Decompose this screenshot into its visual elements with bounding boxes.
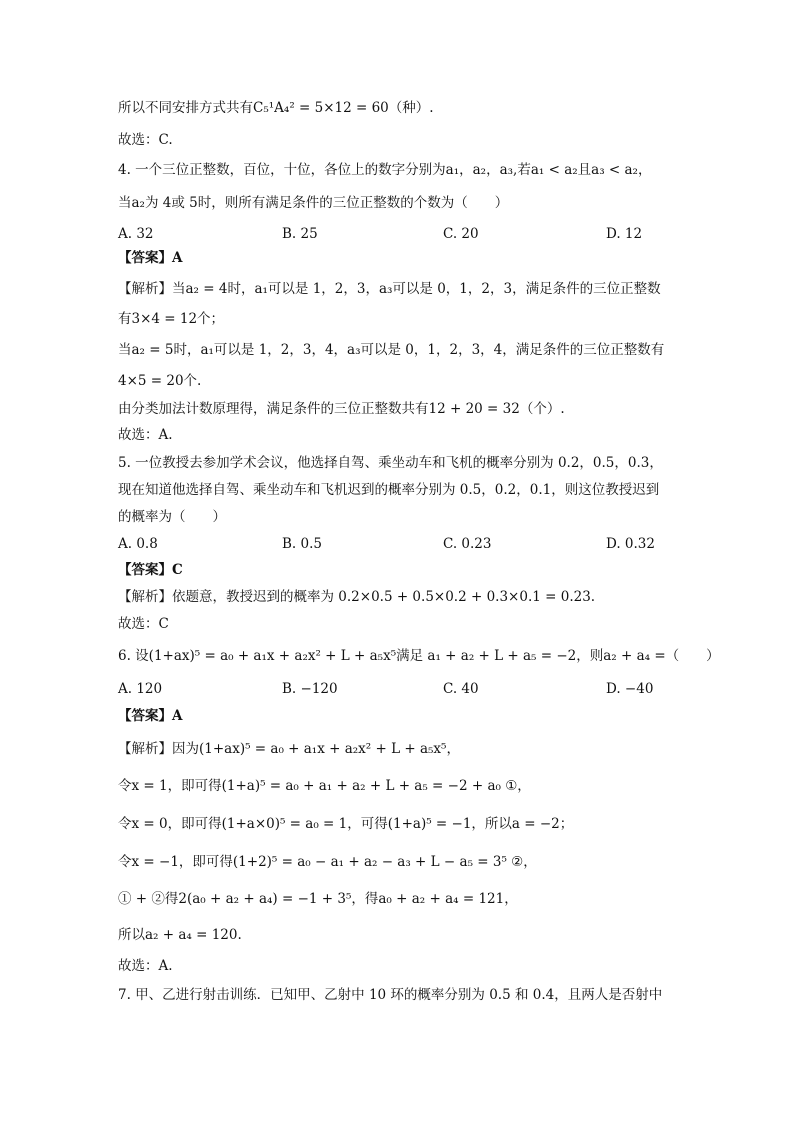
solution-line: 令x = 0，即可得(1+a×0)⁵ = a₀ = 1，可得(1+a)⁵ = −1，所以a = −2； (118, 816, 574, 832)
solution-line: 故选：A. (118, 958, 173, 974)
solution-line: 4×5 = 20个. (118, 373, 202, 389)
option-a: A. 0.8 (118, 536, 158, 552)
question-5-stem: 5. 一位教授去参加学术会议，他选择自驾、乘坐动车和飞机的概率分别为 0.2，0.5，0.3， (118, 455, 663, 471)
solution-line: 由分类加法计数原理得，满足条件的三位正整数共有12 + 20 = 32（个）. (118, 401, 565, 417)
option-b: B. −120 (282, 681, 338, 697)
text-line: 所以不同安排方式共有C₅¹A₄² = 5×12 = 60（种）. (118, 100, 434, 116)
option-c: C. 20 (443, 226, 479, 242)
text-line: 故选：C. (118, 132, 173, 148)
option-d: D. −40 (606, 681, 654, 697)
option-b: B. 0.5 (282, 536, 322, 552)
option-a: A. 32 (118, 226, 154, 242)
question-7-stem: 7. 甲、乙进行射击训练．已知甲、乙射中 10 环的概率分别为 0.5 和 0.4，且两人是否射中 (118, 987, 663, 1003)
option-c: C. 40 (443, 681, 479, 697)
question-5-stem: 现在知道他选择自驾、乘坐动车和飞机迟到的概率分别为 0.5，0.2，0.1，则这位教授迟到 (118, 482, 660, 498)
solution-line: 故选：A. (118, 427, 173, 443)
option-d: D. 0.32 (606, 536, 655, 552)
question-6-stem: 6. 设(1+ax)⁵ = a₀ + a₁x + a₂x² + L + a₅x⁵满足 a₁ + a₂ + L + a₅ = −2，则a₂ + a₄ =（ ） (118, 648, 720, 664)
question-4-stem: 当a₂为 4或 5时，则所有满足条件的三位正整数的个数为（ ） (118, 195, 509, 211)
question-5-stem: 的概率为（ ） (118, 509, 226, 525)
solution-line: 【解析】因为(1+ax)⁵ = a₀ + a₁x + a₂x² + L + a₅x⁵， (118, 741, 460, 757)
option-c: C. 0.23 (443, 536, 492, 552)
option-d: D. 12 (606, 226, 643, 242)
answer-label: 【答案】A (118, 708, 183, 724)
solution-line: 令x = −1，即可得(1+2)⁵ = a₀ − a₁ + a₂ − a₃ + L − a₅ = 3⁵ ②， (118, 854, 537, 870)
question-4-stem: 4. 一个三位正整数，百位，十位，各位上的数字分别为a₁，a₂，a₃,若a₁ < a₂且a₃ < a₂， (118, 162, 652, 178)
solution-line: 令x = 1，即可得(1+a)⁵ = a₀ + a₁ + a₂ + L + a₅ = −2 + a₀ ①， (118, 778, 531, 794)
solution-line: 有3×4 = 12个； (118, 311, 225, 327)
solution-line: 【解析】当a₂ = 4时，a₁可以是 1，2，3，a₃可以是 0，1，2，3，满足条件的三位正整数 (118, 281, 661, 297)
solution-line: 当a₂ = 5时，a₁可以是 1，2，3，4，a₃可以是 0，1，2，3，4，满足条件的三位正整数有 (118, 342, 665, 358)
solution-line: 【解析】依题意，教授迟到的概率为 0.2×0.5 + 0.5×0.2 + 0.3×0.1 = 0.23. (118, 589, 596, 605)
solution-line: 故选：C (118, 616, 169, 632)
answer-label: 【答案】A (118, 250, 183, 266)
solution-line: 所以a₂ + a₄ = 120. (118, 927, 242, 943)
option-a: A. 120 (118, 681, 163, 697)
solution-line: ① + ②得2(a₀ + a₂ + a₄) = −1 + 3⁵，得a₀ + a₂ + a₄ = 121， (118, 891, 518, 907)
option-b: B. 25 (282, 226, 318, 242)
answer-label: 【答案】C (118, 562, 183, 578)
